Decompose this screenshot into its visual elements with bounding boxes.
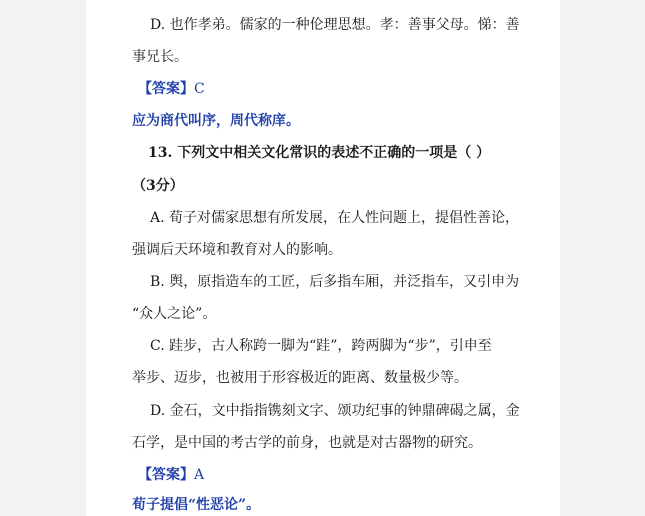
- option-a-line-1: A. 荀子对儒家思想有所发展，在人性问题上，提倡性善论，: [150, 210, 520, 226]
- answer-2-value: A: [194, 467, 205, 483]
- option-b-line-1: B. 舆，原指造车的工匠，后多指车厢，并泛指车，又引申为: [150, 274, 520, 290]
- answer-2-label: 【答案】: [138, 467, 194, 483]
- option-c-line-2: 举步、迈步，也被用于形容极近的距离、数量极少等。: [132, 370, 468, 386]
- answer-1-label: 【答案】: [138, 81, 194, 97]
- option-d2-line-1: D. 金石，文中指指镌刻文字、颂功纪事的钟鼎碑碣之属，金: [150, 403, 520, 419]
- option-a-line-2: 强调后天环境和教育对人的影响。: [132, 242, 342, 258]
- option-d-line-2: 事兄长。: [132, 49, 188, 65]
- option-b-line-2: “众人之论”。: [132, 306, 217, 322]
- answer-2: [138, 466, 204, 484]
- explanation-1: 应为商代叫序，周代称庠。: [132, 113, 300, 129]
- option-c-line-1: C. 跬步，古人称跨一脚为“跬”，跨两脚为“步”，引申至: [150, 338, 492, 354]
- document-page: [86, 0, 560, 516]
- question-13-stem: 13. 下列文中相关文化常识的表述不正确的一项是（ ）: [148, 145, 491, 161]
- question-13-points: （3分）: [132, 178, 184, 194]
- option-d-line-1: D. 也作孝弟。儒家的一种伦理思想。孝：善事父母。悌：善: [150, 17, 520, 33]
- explanation-2: 荀子提倡“性恶论”。: [132, 497, 261, 513]
- answer-1-value: C: [194, 81, 205, 97]
- option-d2-line-2: 石学，是中国的考古学的前身，也就是对古器物的研究。: [132, 435, 482, 451]
- answer-1: [138, 80, 205, 98]
